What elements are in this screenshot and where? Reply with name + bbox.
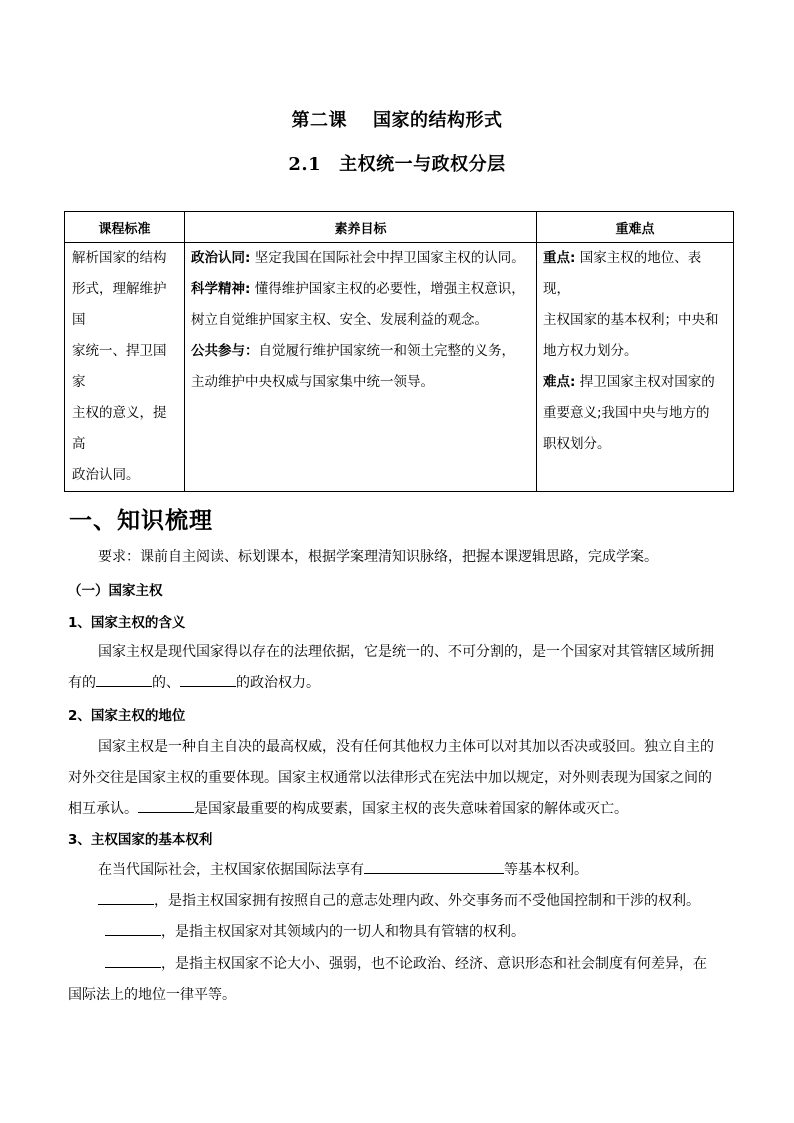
key-point-line: 主权国家的基本权利；中央和	[543, 312, 719, 328]
header-standard: 课程标准	[65, 212, 185, 243]
fill-blank-line: ，是指主权国家对其领域内的一切人和物具有管辖的权利。	[68, 921, 728, 941]
goal-line: 主动维护中央权威与国家集中统一领导。	[191, 374, 434, 390]
fill-blank-line: ，是指主权国家不论大小、强弱，也不论政治、经济、意识形态和社会制度有何差异，在	[68, 953, 728, 973]
table-body-row	[65, 243, 734, 492]
answer-blank[interactable]	[138, 799, 194, 813]
fill-blank-line: 在当代国际社会，主权国家依据国际法享有 等基本权利。	[98, 862, 588, 878]
answer-blank[interactable]	[364, 860, 504, 874]
key-point-line: 职权划分。	[543, 436, 611, 452]
key-point-line: 重要意义;我国中央与地方的	[543, 405, 710, 421]
course-standard-cell: 解析国家的结构 形式，理解维护国 家统一、捍卫国家 主权的意义，提高 政治认同。	[65, 243, 185, 492]
key-point-line: 地方权力划分。	[543, 343, 638, 359]
key-point-line: 难点: 捍卫国家主权对国家的	[543, 374, 715, 390]
table-header-row	[65, 212, 734, 243]
literacy-goals-cell	[185, 243, 537, 492]
key-points-cell	[537, 243, 734, 492]
paragraph-line: 对外交往是国家主权的重要体现。国家主权通常以法律形式在宪法中加以规定，对外则表现为国家之间的	[68, 770, 712, 786]
header-goals: 素养目标	[185, 212, 537, 243]
knowledge-heading: 一、知识梳理	[69, 508, 213, 534]
section-3-heading: 3、主权国家的基本权利	[68, 832, 213, 848]
section-2-heading: 2、国家主权的地位	[68, 708, 186, 724]
fill-blank-line: 有的 的、 的政治权力。	[68, 675, 320, 691]
goal-line: 政治认同: 坚定我国在国际社会中捍卫国家主权的认同。	[191, 250, 525, 266]
answer-blank[interactable]	[96, 673, 152, 687]
answer-blank[interactable]	[105, 954, 161, 968]
requirement-text: 要求：课前自主阅读、标划课本，根据学案理清知识脉络，把握本课逻辑思路，完成学案。	[98, 549, 658, 565]
goal-line: 树立自觉维护国家主权、安全、发展利益的观念。	[191, 312, 488, 328]
paragraph-line: 国际法上的地位一律平等。	[68, 987, 236, 1003]
header-key-points: 重难点	[537, 212, 734, 243]
goal-line: 公共参与：自觉履行维护国家统一和领土完整的义务，	[191, 343, 515, 359]
section-1-heading: 1、国家主权的含义	[68, 615, 186, 631]
fill-blank-line: 相互承认。 是国家最重要的构成要素，国家主权的丧失意味着国家的解体或灭亡。	[68, 801, 628, 817]
subsection-heading: （一）国家主权	[68, 583, 163, 599]
answer-blank[interactable]	[105, 922, 161, 936]
goal-line: 科学精神: 懂得维护国家主权的必要性，增强主权意识，	[191, 281, 525, 297]
answer-blank[interactable]	[180, 673, 236, 687]
paragraph-line: 国家主权是现代国家得以存在的法理依据，它是统一的、不可分割的，是一个国家对其管辖区域所拥	[98, 644, 714, 660]
paragraph-line: 国家主权是一种自主自决的最高权威，没有任何其他权力主体可以对其加以否决或驳回。独立自主的	[98, 739, 714, 755]
course-standard-table	[64, 211, 734, 492]
key-point-line: 重点: 国家主权的地位、表现，	[543, 250, 702, 297]
section-title: 2.1 主权统一与政权分层	[288, 154, 506, 175]
lesson-title: 第二课 国家的结构形式	[291, 110, 503, 131]
fill-blank-line: ，是指主权国家拥有按照自己的意志处理内政、外交事务而不受他国控制和干涉的权利。	[68, 890, 728, 910]
answer-blank[interactable]	[98, 891, 154, 905]
